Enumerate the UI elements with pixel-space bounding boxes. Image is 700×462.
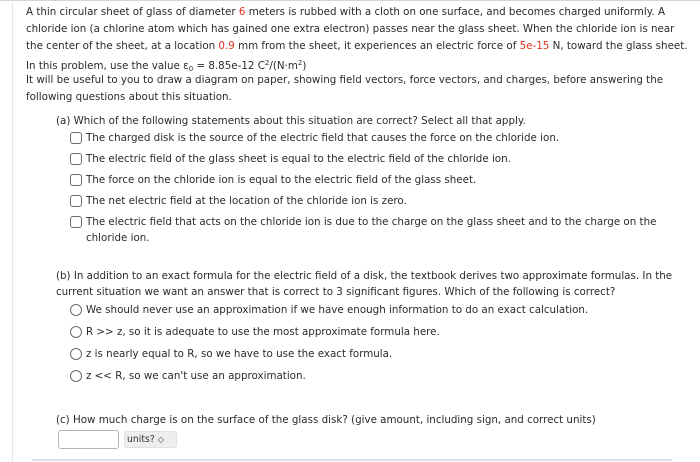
part-a-option-3[interactable] xyxy=(56,172,676,188)
radio-button[interactable] xyxy=(70,304,82,316)
problem-text-1: A thin circular sheet of glass of diameter xyxy=(26,6,239,18)
option-label: The force on the chloride ion is equal to the electric field of the glass sheet. xyxy=(86,174,477,186)
charge-answer-input[interactable] xyxy=(58,430,119,449)
option-label: We should never use an approximation if we have enough information to do an exact calculation. xyxy=(86,304,589,316)
checkbox[interactable] xyxy=(70,195,82,207)
part-b-question: (b) In addition to an exact formula for the electric field of a disk, the textbook derives two approximate formulas. In the current situation we want an answer that is correct to 3 significant figures. Which of the following is correct? xyxy=(56,270,673,298)
part-a-option-5[interactable] xyxy=(56,214,676,246)
epsilon-unit-exponent: 2 xyxy=(297,59,303,67)
part-a-option-1[interactable] xyxy=(56,130,676,146)
epsilon-exponent: 2 xyxy=(264,59,270,67)
frame-left-border xyxy=(12,0,13,462)
distance-value: 0.9 xyxy=(218,40,235,52)
part-b-option-1[interactable] xyxy=(56,302,676,318)
part-c-question: (c) How much charge is on the surface of the glass disk? (give amount, including sign, and correct units) xyxy=(56,414,596,426)
option-label: z << R, so we can't use an approximation. xyxy=(86,370,306,382)
problem-statement xyxy=(26,4,688,78)
checkbox[interactable] xyxy=(70,132,82,144)
units-select[interactable] xyxy=(124,431,177,448)
part-b xyxy=(56,268,676,384)
hint-text: It will be useful to you to draw a diagram on paper, showing field vectors, force vectors, and charges, before answering the following questions about this situation. xyxy=(26,74,664,103)
option-label: The electric field that acts on the chloride ion is due to the charge on the glass sheet and to the charge on the chloride ion. xyxy=(86,216,657,244)
problem-text-4: N, toward the glass sheet. In this problem, use the value xyxy=(26,40,688,72)
epsilon-unit-close: ) xyxy=(302,60,307,72)
radio-button[interactable] xyxy=(70,326,82,338)
bottom-divider xyxy=(32,459,672,461)
frame-top-border xyxy=(0,0,700,1)
part-a-question: (a) Which of the following statements about this situation are correct? Select all that apply. xyxy=(56,115,526,127)
part-b-option-4[interactable] xyxy=(56,368,676,384)
option-label: The net electric field at the location of the chloride ion is zero. xyxy=(86,195,407,207)
part-b-option-2[interactable] xyxy=(56,324,676,340)
option-label: The charged disk is the source of the electric field that causes the force on the chloride ion. xyxy=(86,132,560,144)
epsilon-value: = 8.85e-12 C xyxy=(193,60,265,72)
part-a-option-4[interactable] xyxy=(56,193,676,209)
epsilon-unit: /(N·m xyxy=(269,60,298,72)
epsilon-subscript: 0 xyxy=(188,65,194,73)
checkbox[interactable] xyxy=(70,216,82,228)
radio-button[interactable] xyxy=(70,370,82,382)
option-label: The electric field of the glass sheet is equal to the electric field of the chloride ion. xyxy=(86,153,511,165)
checkbox[interactable] xyxy=(70,153,82,165)
chevron-updown-icon: ◇ xyxy=(157,435,164,444)
part-a xyxy=(56,113,676,246)
option-label: R >> z, so it is adequate to use the most approximate formula here. xyxy=(86,326,440,338)
epsilon-constant xyxy=(183,60,306,72)
force-value: 5e-15 xyxy=(519,40,550,52)
diameter-value: 6 xyxy=(238,6,246,18)
problem-text-3: mm from the sheet, it experiences an electric force of xyxy=(234,40,520,52)
option-label: z is nearly equal to R, so we have to use the exact formula. xyxy=(86,348,393,360)
radio-button[interactable] xyxy=(70,348,82,360)
epsilon-symbol: ε xyxy=(183,60,189,72)
checkbox[interactable] xyxy=(70,174,82,186)
problem-text-2: meters is rubbed with a cloth on one surface, and becomes charged uniformly. A chloride ion (a chlorine atom which has gained one extra electron) passes near the glass sheet. When the chloride ion is near the center of the sheet, at a location xyxy=(26,6,675,52)
part-b-option-3[interactable] xyxy=(56,346,676,362)
units-select-label: units? xyxy=(127,434,155,445)
part-a-option-2[interactable] xyxy=(56,151,676,167)
